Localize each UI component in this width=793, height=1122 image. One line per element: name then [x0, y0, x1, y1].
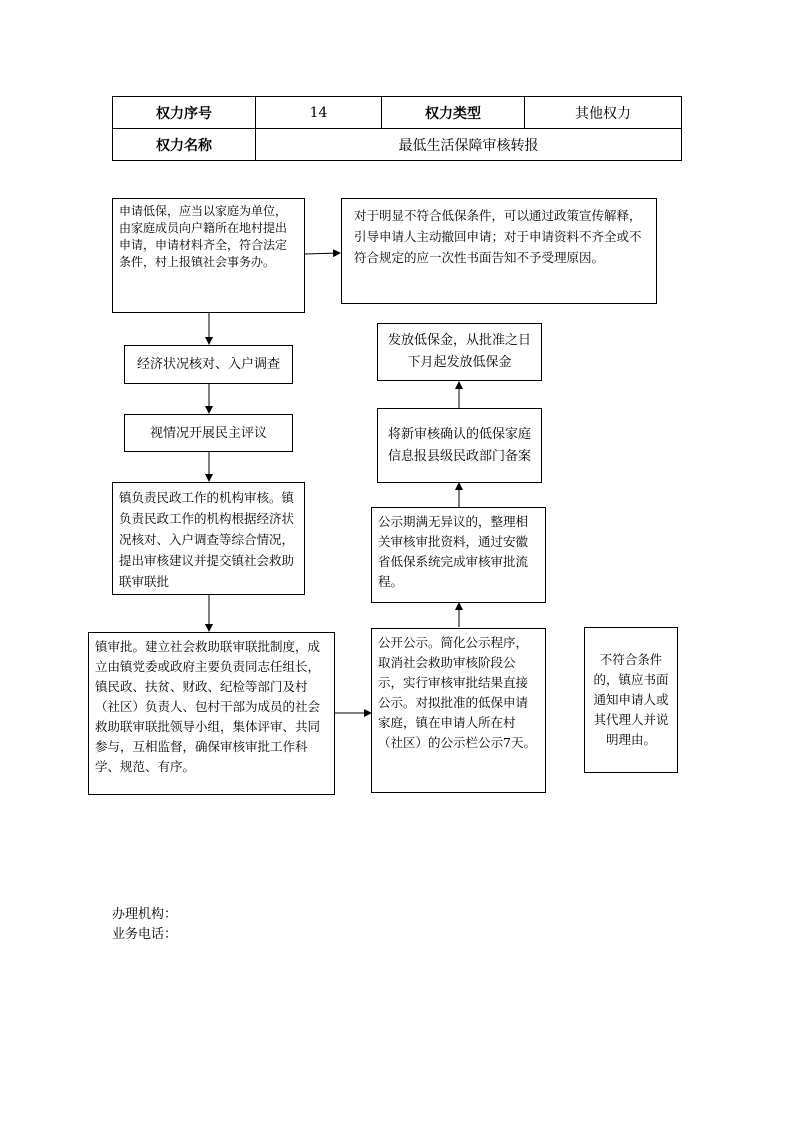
- phone-label: 业务电话：: [112, 927, 178, 942]
- header-table: [112, 96, 682, 161]
- agency-label: 办理机构：: [112, 907, 178, 922]
- town-approval-box: 镇审批。建立社会救助联审联批制度，成立由镇党委或政府主要负责同志任组长，镇民政、扶贫、财政、纪检等部门及村（社区）负责人、包村干部为成员的社会救助联审联批领导小组，集体评审、共同参与，互相监督，确保审核审批工作科学、规范、有序。: [88, 632, 335, 795]
- investigate-box: 经济状况核对、入户调查: [124, 345, 293, 384]
- report-county-box: 将新审核确认的低保家庭信息报县级民政部门备案: [377, 408, 542, 483]
- power-type-value: 其他权力: [525, 97, 682, 129]
- header-row-2: [113, 129, 682, 161]
- header-row-1: [113, 97, 682, 129]
- apply-box: 申请低保，应当以家庭为单位，由家庭成员向户籍所在地村提出申请，申请材料齐全，符合法定条件，村上报镇社会事务办。: [112, 198, 305, 313]
- democratic-review-box: 视情况开展民主评议: [124, 414, 293, 452]
- town-review-box: 镇负责民政工作的机构审核。镇负责民政工作的机构根据经济状况核对、入户调查等综合情况，提出审核建议并提交镇社会救助联审联批: [112, 482, 305, 595]
- power-number-label: 权力序号: [113, 97, 256, 129]
- issue-funds-box: 发放低保金，从批准之日下月起发放低保金: [377, 323, 542, 381]
- power-name-label: 权力名称: [113, 129, 256, 161]
- publicity-box: 公开公示。简化公示程序，取消社会救助审核阶段公示，实行审核审批结果直接公示。对拟批准的低保申请家庭，镇在申请人所在村（社区）的公示栏公示7天。: [371, 628, 546, 793]
- complete-process-box: 公示期满无异议的，整理相关审核审批资料，通过安徽省低保系统完成审核审批流程。: [371, 507, 546, 603]
- reject-guidance-box: 对于明显不符合低保条件，可以通过政策宣传解释，引导申请人主动撤回申请；对于申请资料不齐全或不符合规定的应一次性书面告知不予受理原因。: [341, 198, 657, 304]
- power-type-label: 权力类型: [382, 97, 525, 129]
- arrow-apply-to-reject: [305, 253, 340, 254]
- power-name-value: 最低生活保障审核转报: [256, 129, 682, 161]
- not-eligible-box: 不符合条件的，镇应书面通知申请人或其代理人并说明理由。: [584, 627, 678, 773]
- power-number-value: 14: [256, 97, 382, 129]
